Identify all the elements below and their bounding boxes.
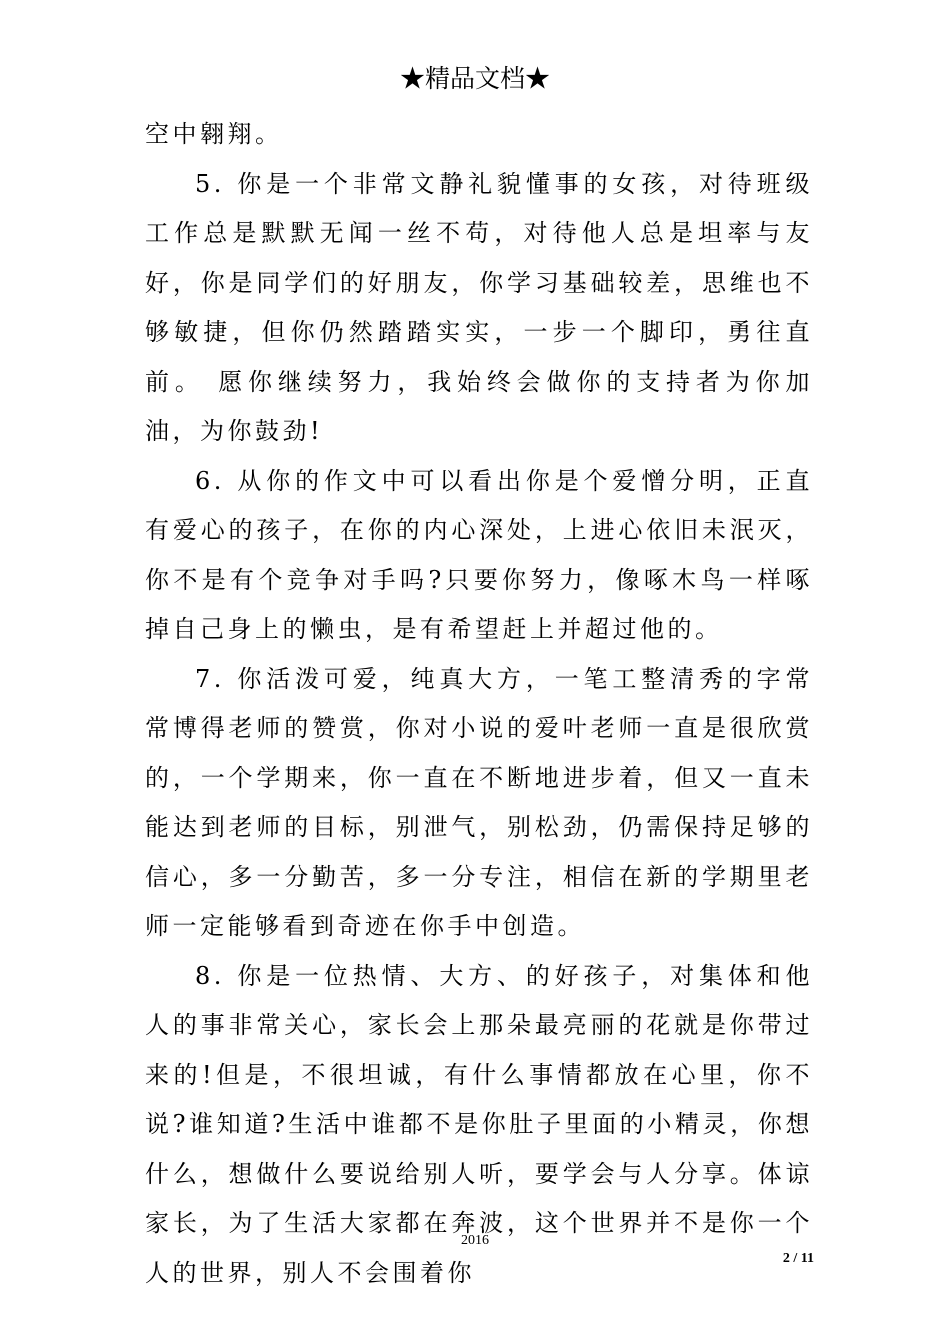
page-number: 2 / 11 [782, 1251, 814, 1266]
paragraph-item-6: 6. 从你的作文中可以看出你是个爱憎分明，正直有爱心的孩子，在你的内心深处，上进心依旧未泯灭，你不是有个竞争对手吗?只要你努力，像啄木鸟一样啄掉自己身上的懒虫，是有希望赶上并超过他的。 [145, 466, 813, 643]
page-header-title: ★精品文档★ [399, 64, 550, 93]
paragraph-continuation: 空中翱翔。 [145, 120, 283, 148]
paragraph-item-5: 5. 你是一个非常文静礼貌懂事的女孩，对待班级工作总是默默无闻一丝不苟，对待他人总是坦率与友好，你是同学们的好朋友，你学习基础较差，思维也不够敏捷，但你仍然踏踏实实，一步一个脚印，勇往直前。 愿你继续努力，我始终会做你的支持者为你加油，为你鼓劲! [145, 169, 813, 445]
document-body [145, 110, 813, 1298]
footer-year: 2016 [461, 1233, 489, 1248]
paragraph-item-7: 7. 你活泼可爱，纯真大方，一笔工整清秀的字常常博得老师的赞赏，你对小说的爱叶老师一直是很欣赏的，一个学期来，你一直在不断地进步着，但又一直未能达到老师的目标，别泄气，别松劲，仍需保持足够的信心，多一分勤苦，多一分专注，相信在新的学期里老师一定能够看到奇迹在你手中创造。 [145, 664, 813, 940]
paragraph-item-8: 8. 你是一位热情、大方、的好孩子，对集体和他人的事非常关心，家长会上那朵最亮丽的花就是你带过来的!但是，不很坦诚，有什么事情都放在心里，你不说?谁知道?生活中谁都不是你肚子里面的小精灵，你想什么，想做什么要说给别人听，要学会与人分享。体谅家长，为了生活大家都在奔波，这个世界并不是你一个人的世界，别人不会围着你 [145, 961, 813, 1287]
